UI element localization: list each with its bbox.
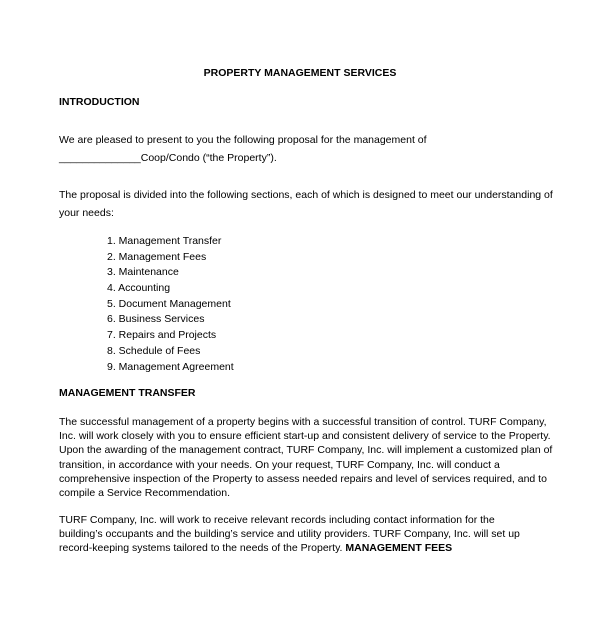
intro-paragraph-2-line-2: your needs: [59,207,114,219]
management-fees-heading: MANAGEMENT FEES [345,542,453,555]
list-item: 2. Management Fees [107,250,207,263]
paragraph-line: TURF Company, Inc. will work to receive relevant records including contact information for the [59,514,495,526]
document-title: PROPERTY MANAGEMENT SERVICES [203,67,397,79]
introduction-heading: INTRODUCTION [59,96,140,108]
management-transfer-paragraph-2 [59,513,559,556]
list-item: 4. Accounting [107,282,171,295]
management-transfer-heading: MANAGEMENT TRANSFER [59,387,196,399]
list-item: 9. Management Agreement [107,360,234,373]
paragraph-line: Upon the awarding of the management contract, TURF Company, Inc. will implement a customized plan of [59,444,553,457]
paragraph-line: comprehensive inspection of the Property to assess needed repairs and level of services required, and to [59,472,547,485]
paragraph-line: The successful management of a property begins with a successful transition of control. TURF Company, [59,416,547,428]
intro-paragraph-2-line-1: The proposal is divided into the following sections, each of which is designed to meet our understanding of [59,189,553,201]
intro-paragraph-1-line-2: ______________Coop/Condo (“the Property”). [59,152,277,164]
paragraph-text: record-keeping systems tailored to the needs of the Property. [59,542,343,555]
list-item: 1. Management Transfer [107,235,222,247]
list-item: 6. Business Services [107,313,205,326]
list-item: 5. Document Management [107,297,231,310]
paragraph-line: Inc. will work closely with you to ensure efficient start-up and consistent delivery of service to the Property. [59,430,551,443]
list-item: 7. Repairs and Projects [107,329,217,342]
paragraph-line: compile a Service Recommendation. [59,487,230,500]
list-item: 3. Maintenance [107,266,179,279]
paragraph-line: transition, in accordance with your needs. On your request, TURF Company, Inc. will conduct a [59,458,500,471]
paragraph-line: building’s occupants and the building’s service and utility providers. TURF Company, Inc. will set up [59,528,520,541]
paragraph-line-last [59,541,559,555]
list-item: 8. Schedule of Fees [107,344,201,357]
management-transfer-paragraph-1 [59,415,559,500]
intro-paragraph-1-line-1: We are pleased to present to you the following proposal for the management of [59,134,427,146]
sections-list [107,234,234,375]
